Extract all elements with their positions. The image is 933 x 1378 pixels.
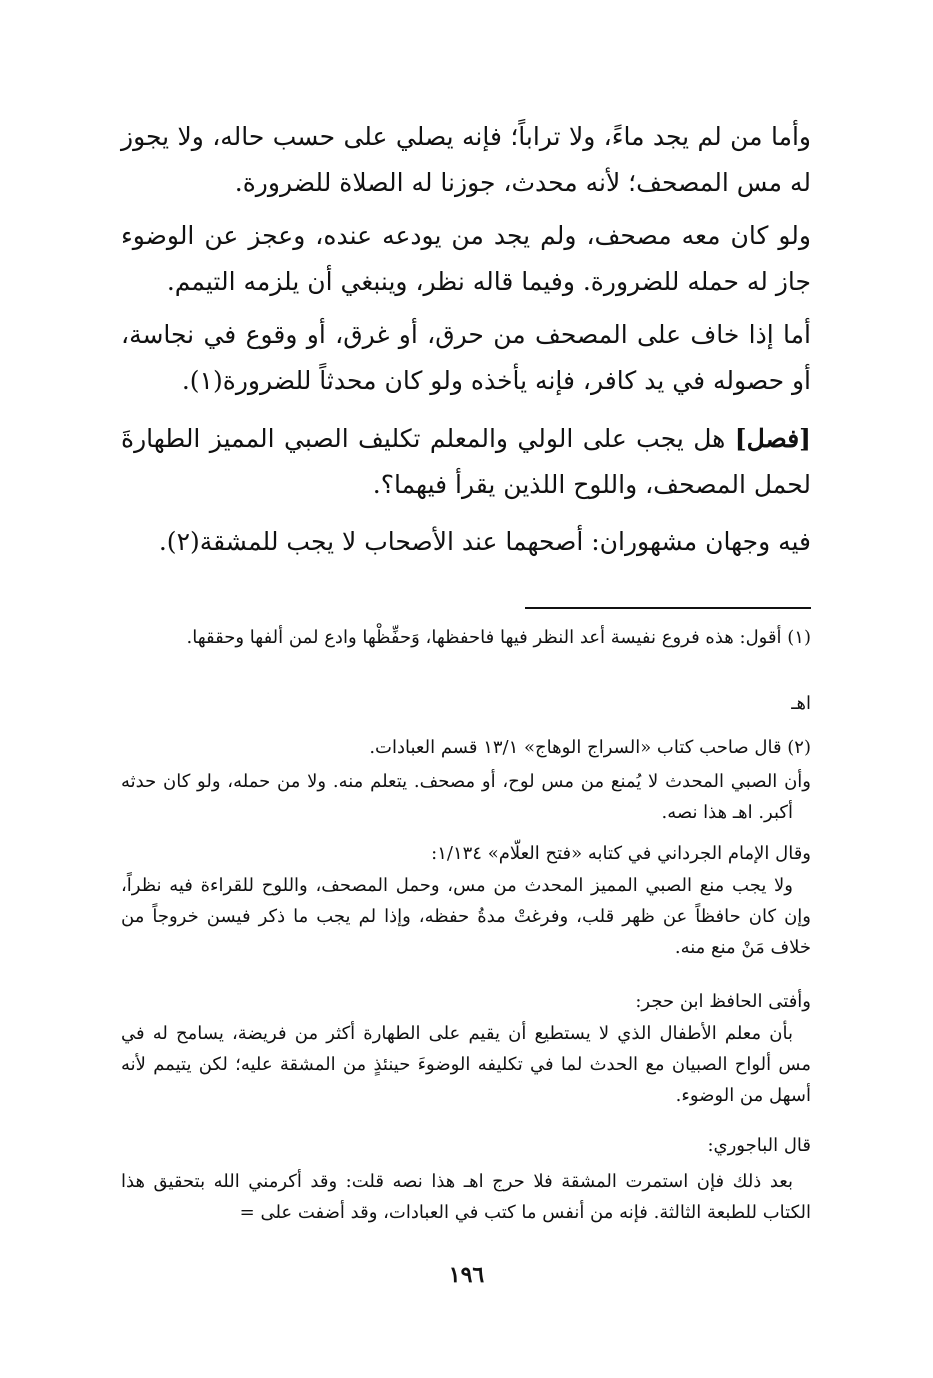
footnote-1-end: اهـ: [791, 693, 811, 714]
footnote-2-title: (٢) قال صاحب كتاب «السراج الوهاج» ١٣/١ قسم العبادات.: [369, 737, 811, 758]
page-number: ١٩٦: [448, 1262, 485, 1288]
main-paragraph-3: أما إذا خاف على المصحف من حرق، أو غرق، أو وقوع في نجاسة، أو حصوله في يد كافر، فإنه يأخذه ولو كان محدثاً للضرورة(١).: [121, 320, 811, 395]
section-question: هل يجب على الولي والمعلم تكليف الصبي المميز الطهارةَ لحمل المصحف، واللوح اللذين يقرأ فيهما؟.: [121, 424, 811, 499]
footnote-2-paragraph-4: وأفتى الحافظ ابن حجر:: [635, 991, 811, 1012]
main-paragraph-4: [121, 416, 811, 508]
footnote-2-paragraph-2: وقال الإمام الجرداني في كتابه «فتح العلّام» ١/١٣٤:: [431, 843, 811, 864]
footnote-2-paragraph-1: وأن الصبي المحدث لا يُمنع من مس لوح، أو مصحف. يتعلم منه. ولا من حمله، ولو كان حدثه أكبر. اهـ هذا نصه.: [121, 771, 811, 823]
footnote-2-paragraph-6: قال الباجوري:: [707, 1135, 811, 1156]
main-paragraph-5: فيه وجهان مشهوران: أصحهما عند الأصحاب لا يجب للمشقة(٢).: [158, 527, 811, 556]
footnote-2-paragraph-7: بعد ذلك فإن استمرت المشقة فلا حرج اهـ هذا نصه قلت: وقد أكرمني الله بتحقيق هذا الكتاب للطبعة الثالثة. فإنه من أنفس ما كتب في العبادات، وقد أضفت على =: [121, 1171, 811, 1223]
footnote-separator: [525, 607, 811, 609]
footnote-2-paragraph-5: بأن معلم الأطفال الذي لا يستطيع أن يقيم على الطهارة أكثر من فريضة، يسامح له في مس ألواح الصبيان مع الحدث لما في تكليفه الوضوءَ حينئذٍ من المشقة عليه؛ لكن يتيمم لأنه أسهل من الوضوء.: [121, 1023, 812, 1106]
footnote-1: (١) أقول: هذه فروع نفيسة أعد النظر فيها فاحفظها، وَحفِّظْها وادع لمن ألفها وحققها.: [186, 627, 811, 648]
main-paragraph-2: ولو كان معه مصحف، ولم يجد من يودعه عنده، وعجز عن الوضوء جاز له حمله للضرورة. وفيما قاله نظر، وينبغي أن يلزمه التيمم.: [121, 221, 811, 296]
main-paragraph-1: وأما من لم يجد ماءً، ولا تراباً؛ فإنه يصلي على حسب حاله، ولا يجوز له مس المصحف؛ لأنه محدث، جوزنا له الصلاة للضرورة.: [121, 122, 811, 197]
section-label: [فصل]: [734, 424, 811, 453]
footnote-2-paragraph-3: ولا يجب منع الصبي المميز المحدث من مس، وحمل المصحف، واللوح للقراءة فيه نظراً، وإن كان حافظاً عن ظهر قلب، وفرغتْ مدةُ حفظه، وإذا لم يجب ما ذكر فيسن خروجاً من خلاف مَنْ منع منه.: [121, 875, 811, 958]
